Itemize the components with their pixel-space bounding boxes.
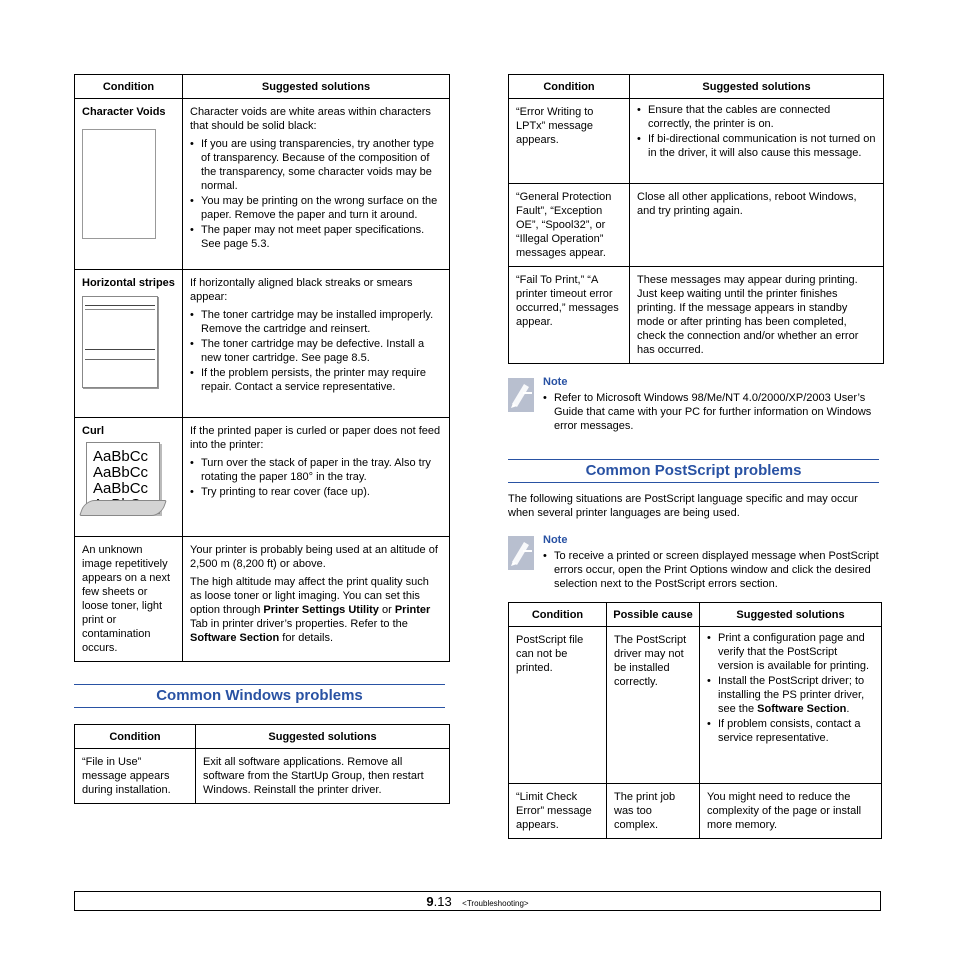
column-header-condition: Condition [75,75,183,99]
table-row [75,270,450,418]
solution-intro: If the printed paper is curled or paper does not feed into the printer: [190,425,441,451]
table-row [509,784,882,839]
solution-para: Your printer is probably being used at an altitude of 2,500 m (8,200 ft) or above. [190,544,438,570]
cause-cell: The print job was too complex. [607,784,700,839]
condition-cell [75,418,183,537]
note-body [543,391,883,434]
column-header-condition: Condition [75,725,196,749]
horizontal-stripes-sample-image [82,296,158,388]
list-item: • If you are using transparencies, try another type of transparency. Because of the composition of the transparency, some character voids may be normal. [190,137,442,193]
condition-label: Character Voids [82,106,166,118]
column-header-condition: Condition [509,603,607,627]
chapter-number: 9 [426,894,434,909]
note-list-item: • To receive a printed or screen displayed message when PostScript errors occur, open the Print Options window and click the desired selection next to the PostScript errors section. [543,549,883,591]
list-item: • If problem consists, contact a service representative. [707,717,874,745]
list-item: • You may be printing on the wrong surface on the paper. Remove the paper and turn it around. [190,194,442,222]
solution-intro: If horizontally aligned black streaks or smears appear: [190,277,413,303]
condition-cell [75,537,183,662]
table-header-row [75,75,450,99]
solution-cell: These messages may appear during printing. Just keep waiting until the printer finishes printing. If the message appears in standby mode or after printing has been completed, check the connection and/or whether an error has occurred. [630,267,884,364]
condition-cell: “Fail To Print,” “A printer timeout error occurred,” messages appear. [509,267,630,364]
list-item: • Install the PostScript driver; to installing the PS printer driver, see the Software Section. [707,674,874,716]
sample-text-line: AaBbCc [93,448,149,465]
windows-problems-table [74,724,450,804]
list-item: • Ensure that the cables are connected correctly, the printer is on. [637,103,876,131]
character-voids-sample-image [82,129,156,239]
note-label: Note [543,376,568,388]
table-row [509,99,884,184]
section-name: <Troubleshooting> [462,899,529,908]
table-header-row [509,75,884,99]
note-label: Note [543,534,568,546]
column-header-solutions: Suggested solutions [196,725,450,749]
section-title-windows: Common Windows problems [74,684,445,708]
condition-cell: “File in Use” message appears during installation. [75,749,196,804]
column-header-condition: Condition [509,75,630,99]
cause-cell: The PostScript driver may not be installed correctly. [607,627,700,784]
solution-list [637,103,876,160]
solution-cell [630,99,884,184]
table-header-row [75,725,450,749]
table-header-row [509,603,882,627]
curl-sample-image [82,442,164,522]
note-icon [508,378,534,412]
software-section-ref: Software Section [757,703,847,715]
note-body [543,549,883,592]
solution-cell [183,99,450,270]
printer-settings-utility-ref: Printer Settings Utility [263,604,379,616]
solution-cell: You might need to reduce the complexity of the page or install more memory. [700,784,882,839]
table-row [75,99,450,270]
condition-cell: PostScript file can not be printed. [509,627,607,784]
solution-cell [183,418,450,537]
solution-cell [183,537,450,662]
condition-cell [75,99,183,270]
condition-label: An unknown image repetitively appears on a next few sheets or loose toner, light print or contamination occurs. [82,544,171,654]
note-icon [508,536,534,570]
table-row [509,627,882,784]
column-header-solutions: Suggested solutions [183,75,450,99]
page-footer [74,891,881,911]
list-item: • Print a configuration page and verify that the PostScript version is available for printing. [707,631,874,673]
solution-cell: Close all other applications, reboot Windows, and try printing again. [630,184,884,267]
condition-cell [75,270,183,418]
table-row [509,184,884,267]
sample-text-line: AaBbCc [93,464,149,481]
solution-intro: Character voids are white areas within characters that should be solid black: [190,106,431,132]
column-header-cause: Possible cause [607,603,700,627]
solution-list [190,308,442,394]
list-item: • If bi-directional communication is not turned on in the driver, it will also cause this message. [637,132,876,160]
print-quality-table [74,74,450,662]
solution-cell: Exit all software applications. Remove all software from the StartUp Group, then restart Windows. Reinstall the printer driver. [196,749,450,804]
table-row [75,537,450,662]
section-title-postscript: Common PostScript problems [508,459,879,483]
windows-messages-table [508,74,884,364]
list-item: • Turn over the stack of paper in the tray. Also try rotating the paper 180° in the tray. [190,456,442,484]
sample-text-line: AaBbCc [93,480,149,497]
software-section-ref: Software Section [190,632,280,644]
list-item: • The toner cartridge may be installed improperly. Remove the cartridge and reinsert. [190,308,442,336]
condition-cell: “Error Writing to LPTx” message appears. [509,99,630,184]
postscript-intro: The following situations are PostScript language specific and may occur when several printer languages are being used. [508,493,858,519]
condition-cell: “General Protection Fault”, “Exception OE”, “Spool32”, or “Illegal Operation” messages appear. [509,184,630,267]
table-row [75,749,450,804]
list-item: • Try printing to rear cover (face up). [190,485,442,499]
solution-cell [700,627,882,784]
list-item: • The toner cartridge may be defective. Install a new toner cartridge. See page 8.5. [190,337,442,365]
column-header-solutions: Suggested solutions [700,603,882,627]
condition-label: Horizontal stripes [82,277,175,289]
condition-label: Curl [82,425,104,437]
printer-tab-ref: Printer [394,604,431,616]
solution-para: The high altitude may affect the print quality such as loose toner or light imaging. You can set this option through Printer Settings Utility or Printer Tab in printer driver’s properties. Refer to the Software Section for details. [190,576,431,644]
solution-list [707,631,874,745]
postscript-problems-table [508,602,882,839]
note-list-item: • Refer to Microsoft Windows 98/Me/NT 4.0/2000/XP/2003 User’s Guide that came with your PC for further information on Windows error messages. [543,391,883,433]
table-row [509,267,884,364]
solution-list [190,456,442,499]
page-number: .13 [433,894,452,909]
list-item: • The paper may not meet paper specifications. See page 5.3. [190,223,442,251]
column-header-solutions: Suggested solutions [630,75,884,99]
condition-cell: “Limit Check Error” message appears. [509,784,607,839]
list-item: • If the problem persists, the printer may require repair. Contact a service representative. [190,366,442,394]
table-row [75,418,450,537]
solution-cell [183,270,450,418]
solution-list [190,137,442,251]
